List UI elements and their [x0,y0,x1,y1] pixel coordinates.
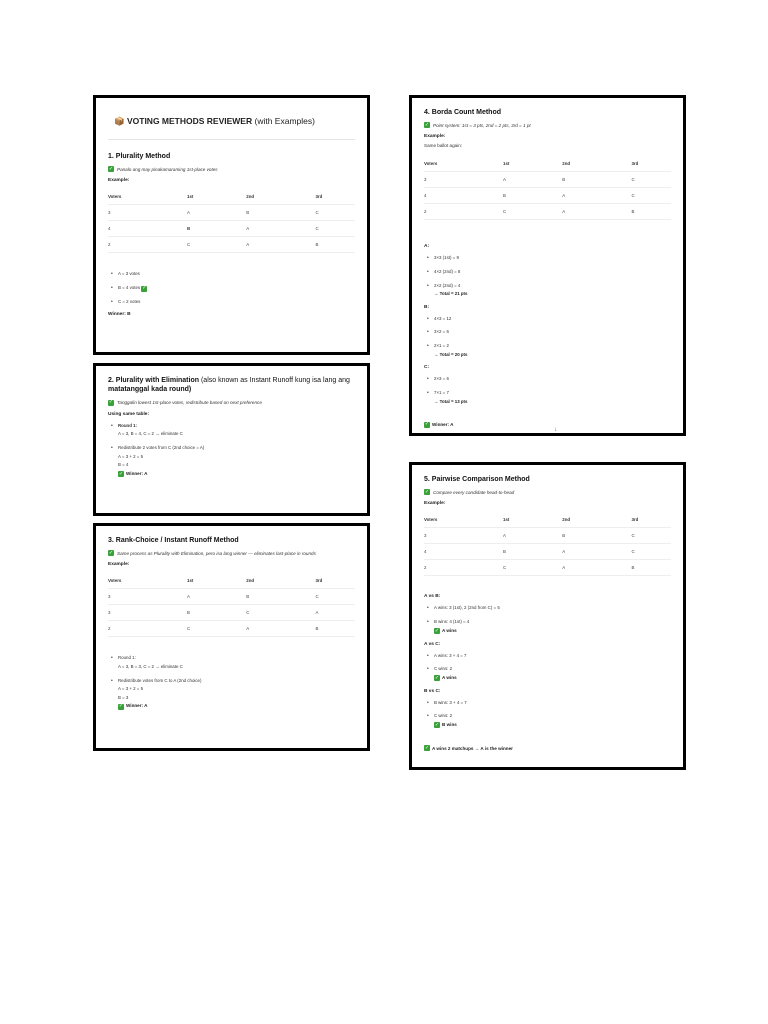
table-cell: B [503,188,562,204]
table-header: 2nd [246,573,315,589]
table-row [424,204,671,220]
table-cell: 3 [108,205,187,221]
cube-icon: 📦 [114,116,125,126]
list-item: • A = 3 votes [108,271,355,278]
card-rank-choice [93,523,370,751]
section-heading: 1. Plurality Method [108,153,171,160]
section-note: ✓ Tanggalin lowest 1st-place votes, redistribute based on next preference [108,399,262,406]
table-cell: A [503,172,562,188]
table-row [424,560,671,576]
matchup-result: ✓ B wins [434,721,457,728]
table-cell: 2 [424,560,503,576]
table-cell: A [503,528,562,544]
table-row [424,544,671,560]
section-heading: 3. Rank-Choice / Instant Runoff Method [108,537,239,544]
check-icon: ✓ [434,674,440,681]
winner-text: Winner: B [108,312,131,318]
card-plurality-method [93,95,370,355]
using-label: Using same table: [108,411,150,417]
table-cell: B [631,560,671,576]
example-label: Example: [108,178,130,184]
table-row [108,605,355,621]
check-icon: ✓ [424,121,430,128]
list-item: • 2×2 (2nd) = 4 → Total = 21 pts [424,283,671,298]
table-header: 3rd [315,573,355,589]
table-cell: C [187,237,246,253]
table-row [108,589,355,605]
table-row [108,205,355,221]
example-label: Example: [108,562,130,568]
table-header: Voters [108,573,187,589]
section-heading: 4. Borda Count Method [424,109,501,116]
matchup-b-vs-c [424,700,671,729]
table-header: 2nd [562,512,631,528]
table-cell: B [562,172,631,188]
section-note: ✓ Compare every candidate head-to-head [424,488,515,495]
list-item: • 2×1 = 2 → Total = 20 pts [424,343,671,358]
table-cell: C [631,528,671,544]
table-cell: B [246,589,315,605]
table-cell: C [631,188,671,204]
table-cell: C [503,560,562,576]
same-ballot-text: Same ballot again: [424,143,463,149]
table-cell: B [631,204,671,220]
check-icon: ✓ [108,549,114,556]
card-borda-count [409,95,686,436]
table-cell: B [187,221,246,237]
check-icon: ✓ [424,744,430,751]
section-heading: 5. Pairwise Comparison Method [424,476,530,483]
table-cell: C [631,172,671,188]
list-item: • A wins: 3 (1st), 2 (2nd from C) = 5 [424,605,671,612]
winner-text: ✓ Winner: A [424,421,454,428]
table-cell: B [562,528,631,544]
check-icon: ✓ [424,488,430,495]
table-cell: B [246,205,315,221]
table-cell: 4 [108,221,187,237]
card-pairwise-comparison [409,462,686,770]
vote-count-list [108,271,355,305]
matchup-a-vs-b [424,605,671,634]
table-header-row [108,189,355,205]
check-icon: ✓ [142,285,147,292]
list-item: • B = 4 votes ✓ [108,285,355,292]
table-row [424,188,671,204]
check-icon: ✓ [434,627,440,634]
table-cell: C [503,204,562,220]
ballot-table [108,189,355,253]
conclusion-text: ✓ A wins 2 matchups → A is the winner [424,744,513,751]
table-cell: C [631,544,671,560]
ballot-table [424,512,671,576]
matchup-a-vs-c [424,653,671,682]
check-icon: ✓ [118,470,124,477]
check-icon: ✓ [108,399,114,406]
table-cell: 2 [424,204,503,220]
table-cell: A [562,188,631,204]
list-item: • B wins: 4 (1st) = 4 ✓ A wins [424,619,671,635]
list-item: • 3×3 (1st) = 9 [424,255,671,262]
table-row [424,528,671,544]
matchup-result: ✓ A wins [434,674,457,681]
section-heading: 2. Plurality with Elimination (also known as Instant Runoff kung isa lang ang matatanggal kada round) [108,377,350,394]
list-item: • C wins: 2 ✓ B wins [424,713,671,729]
table-header: 1st [187,573,246,589]
table-cell: C [315,221,355,237]
document-title: 📦 VOTING METHODS REVIEWER (with Examples) [114,116,315,126]
list-item: • B wins: 3 + 4 = 7 [424,700,671,707]
check-icon: ✓ [118,703,124,710]
table-cell: 3 [108,605,187,621]
section-note: ✓ Panalo ang may pinakamaraming 1st-place votes [108,165,218,172]
table-cell: A [246,221,315,237]
scroll-down-arrow-icon[interactable]: ↓ [554,427,557,433]
matchup-b-vs-c-label: B vs C: [424,688,441,694]
check-icon: ✓ [424,421,430,428]
list-item: • Round 1: A = 3, B = 4, C = 2 → eliminate C [108,423,355,438]
table-cell: A [246,621,315,637]
table-header: 3rd [315,189,355,205]
table-cell: 4 [424,544,503,560]
table-cell: 4 [424,188,503,204]
example-label: Example: [424,134,446,140]
table-cell: C [187,621,246,637]
list-item: • 7×1 = 7 → Total = 13 pts [424,390,671,405]
winner-text: ✓ Winner: A [118,703,148,710]
ballot-table [108,573,355,637]
table-header: 1st [503,156,562,172]
table-cell: 3 [424,528,503,544]
table-header-row [424,156,671,172]
list-item: • 2×3 = 6 [424,376,671,383]
candidate-b-label: B: [424,304,430,310]
table-header: 2nd [562,156,631,172]
table-cell: A [187,205,246,221]
table-header: 1st [187,189,246,205]
check-icon: ✓ [108,165,114,172]
table-header-row [108,573,355,589]
table-cell: C [246,605,315,621]
matchup-result: ✓ A wins [434,627,457,634]
list-item: • Redistribute 2 votes from C (2nd choice = A) A = 3 + 2 = 5 B = 4 ✓ Winner: A [108,445,355,478]
candidate-a-label: A: [424,244,430,250]
table-cell: B [187,605,246,621]
list-item: • 4×2 (2nd) = 8 [424,269,671,276]
table-header: Voters [424,156,503,172]
matchup-a-vs-c-label: A vs C: [424,641,441,647]
table-cell: C [315,589,355,605]
table-header: 2nd [246,189,315,205]
list-item: • C = 2 votes [108,299,355,306]
example-label: Example: [424,501,446,507]
table-row [108,621,355,637]
table-header-row [424,512,671,528]
card-plurality-with-elimination [93,363,370,516]
list-item: • 4×3 = 12 [424,316,671,323]
table-cell: A [187,589,246,605]
table-cell: 2 [108,237,187,253]
table-cell: A [315,605,355,621]
section-note: ✓ Point system: 1st = 3 pts, 2nd = 2 pts, 3rd = 1 pt [424,121,531,128]
table-cell: B [315,237,355,253]
table-header: Voters [108,189,187,205]
table-header: 1st [503,512,562,528]
section-note: ✓ Same process as Plurality with Elimination, pero isa lang winner — eliminates last-place in rounds [108,549,316,556]
list-item: • Round 1: A = 3, B = 3, C = 2 → eliminate C [108,655,355,670]
table-cell: A [562,560,631,576]
ballot-table [424,156,671,220]
candidate-c-points [424,376,671,405]
steps-list [108,655,355,710]
table-row [424,172,671,188]
table-row [108,237,355,253]
divider [108,139,355,140]
table-cell: A [246,237,315,253]
steps-list [108,423,355,478]
list-item: • 3×2 = 6 [424,329,671,336]
table-header: 3rd [631,512,671,528]
table-cell: 3 [424,172,503,188]
table-cell: A [562,204,631,220]
matchup-a-vs-b-label: A vs B: [424,594,441,600]
list-item: • A wins: 3 + 4 = 7 [424,653,671,660]
check-icon: ✓ [434,721,440,728]
table-cell: B [315,621,355,637]
table-cell: 2 [108,621,187,637]
table-cell: B [503,544,562,560]
list-item: • C wins: 2 ✓ A wins [424,666,671,682]
table-header: 3rd [631,156,671,172]
winner-text: ✓ Winner: A [118,470,148,477]
table-cell: 3 [108,589,187,605]
table-header: Voters [424,512,503,528]
list-item: • Redistribute votes from C to A (2nd choice) A = 3 + 2 = 5 B = 3 ✓ Winner: A [108,678,355,711]
candidate-a-points [424,255,671,297]
candidate-b-points [424,316,671,358]
table-cell: C [315,205,355,221]
table-cell: A [562,544,631,560]
candidate-c-label: C: [424,365,430,371]
table-row [108,221,355,237]
